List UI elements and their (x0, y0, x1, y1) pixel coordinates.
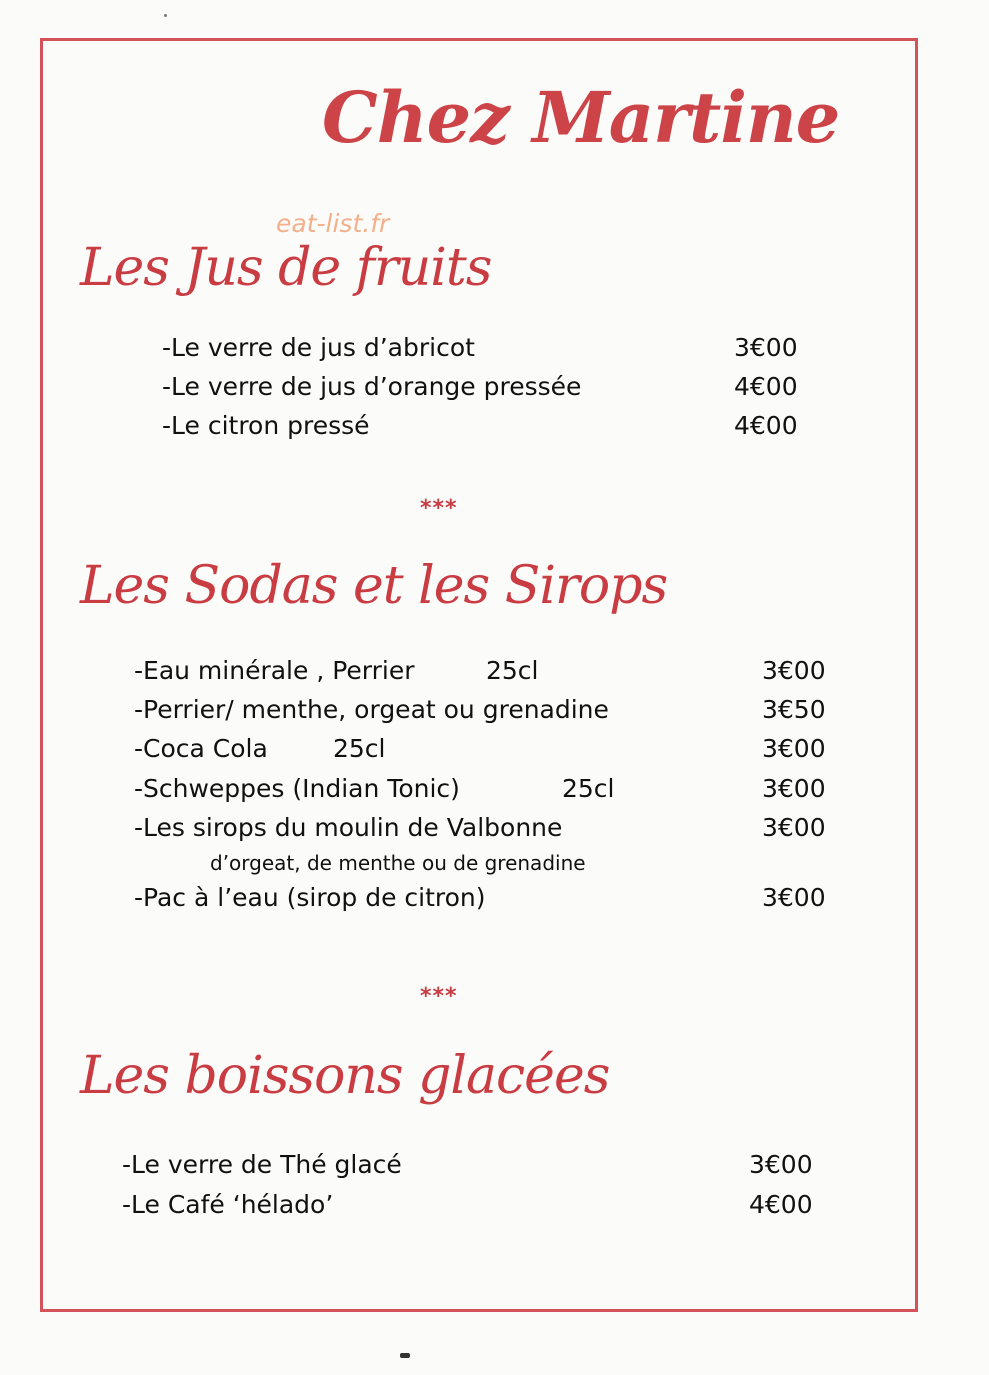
menu-item-name: -Eau minérale , Perrier (134, 656, 415, 685)
watermark: eat-list.fr (276, 209, 390, 238)
menu-item-name: -Le citron pressé (162, 411, 370, 440)
menu-item-name: -Coca Cola (134, 734, 268, 763)
menu-item-name: -Le verre de jus d’abricot (162, 333, 475, 362)
menu-item-price: 4€00 (734, 411, 798, 440)
section-title-boissons-glacees: Les boissons glacées (80, 1046, 610, 1106)
scan-mark (400, 1353, 410, 1358)
section-title-sodas-sirops: Les Sodas et les Sirops (80, 556, 668, 616)
menu-item-name: -Le verre de jus d’orange pressée (162, 372, 582, 401)
menu-item-name: -Les sirops du moulin de Valbonne (134, 813, 563, 842)
menu-item-name: -Le Café ‘hélado’ (122, 1190, 334, 1219)
menu-item-name: -Pac à l’eau (sirop de citron) (134, 883, 486, 912)
menu-item-price: 4€00 (734, 372, 798, 401)
menu-item-price: 4€00 (749, 1190, 813, 1219)
menu-item-size: 25cl (333, 734, 386, 763)
menu-item-size: 25cl (562, 774, 615, 803)
restaurant-name: Chez Martine (322, 76, 840, 159)
menu-item-price: 3€00 (762, 656, 826, 685)
menu-item-price: 3€00 (762, 774, 826, 803)
menu-item-price: 3€00 (749, 1150, 813, 1179)
scan-speck (164, 14, 167, 17)
menu-item-name: -Perrier/ menthe, orgeat ou grenadine (134, 695, 609, 724)
section-separator: *** (420, 496, 458, 521)
menu-item-size: 25cl (486, 656, 539, 685)
section-separator: *** (420, 984, 458, 1009)
menu-item-price: 3€00 (762, 813, 826, 842)
menu-item-name: -Schweppes (Indian Tonic) (134, 774, 460, 803)
section-title-jus-de-fruits: Les Jus de fruits (80, 238, 492, 298)
menu-item-name: -Le verre de Thé glacé (122, 1150, 402, 1179)
menu-item-detail: d’orgeat, de menthe ou de grenadine (210, 851, 586, 875)
menu-item-price: 3€00 (734, 333, 798, 362)
menu-item-price: 3€00 (762, 734, 826, 763)
menu-item-price: 3€50 (762, 695, 826, 724)
menu-item-price: 3€00 (762, 883, 826, 912)
